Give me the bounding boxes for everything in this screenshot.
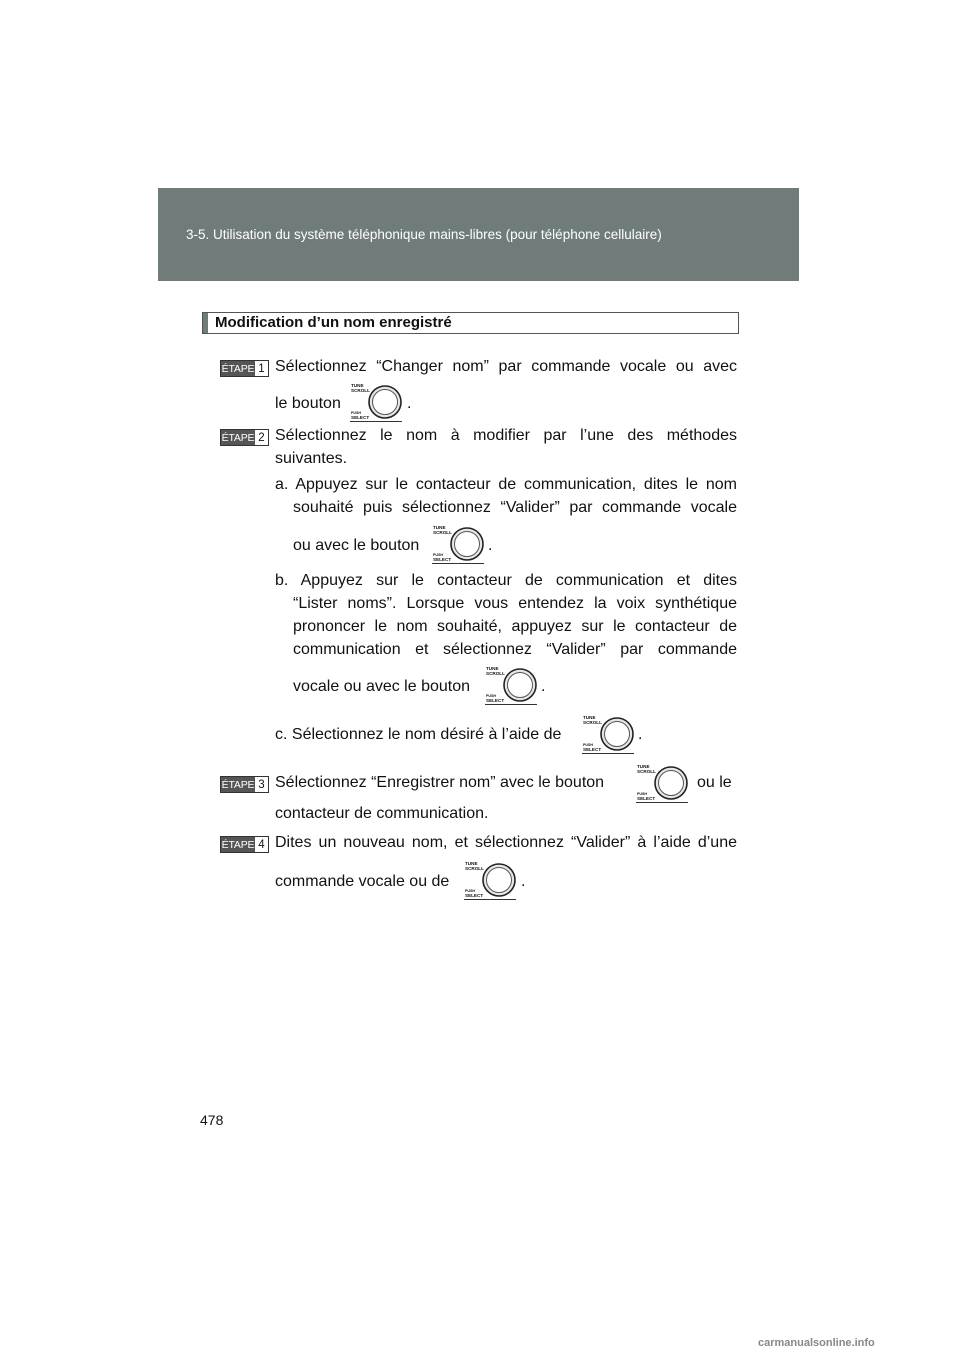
knob-svg: [485, 664, 537, 704]
step-3-line-2: contacteur de communication.: [275, 805, 489, 822]
step-2a-period: .: [488, 537, 493, 554]
step-2b-period: .: [541, 678, 546, 695]
tune-select-knob-icon: [636, 762, 688, 803]
step-2-line-1: Sélectionnez le nom à modifier par l’une des méthodes: [275, 427, 737, 444]
knob-label-bottom: PUSH: [465, 889, 475, 893]
knob-label-top2: SCROLL: [351, 388, 370, 393]
step-badge-label: ÉTAPE: [221, 838, 255, 851]
knob-label-top: TUNE: [486, 666, 499, 671]
step-1-line-2: le bouton: [275, 395, 341, 412]
watermark: carmanualsonline.info: [758, 1337, 875, 1349]
knob-label-bottom2: SELECT: [583, 747, 602, 752]
knob-inner: [659, 771, 684, 796]
knob-label-bottom: PUSH: [583, 743, 593, 747]
tune-select-knob-icon: [432, 523, 484, 564]
step-2a-line-3: ou avec le bouton: [293, 537, 420, 554]
step-2b-line-1: b. Appuyez sur le contacteur de communication et dites: [275, 572, 737, 589]
knob-svg: [582, 713, 634, 753]
knob-label-bottom: PUSH: [351, 411, 361, 415]
knob-label-bottom: PUSH: [486, 694, 496, 698]
knob-svg: [636, 762, 688, 802]
step-badge-number: 3: [258, 778, 265, 791]
step-3-line-1: Sélectionnez “Enregistrer nom” avec le bouton: [275, 774, 605, 791]
knob-inner: [373, 390, 398, 415]
step-3-line-1-end: ou le: [697, 774, 732, 791]
section-title: Modification d’un nom enregistré: [215, 314, 452, 331]
step-2b-line-3: prononcer le nom souhaité, appuyez sur le contacteur de: [293, 618, 737, 635]
section-title-box: [202, 312, 739, 334]
tune-select-knob-icon: [582, 713, 634, 754]
step-2c-period: .: [638, 726, 643, 743]
tune-select-knob-icon: [350, 381, 402, 422]
chapter-header: [158, 188, 799, 281]
knob-label-top2: SCROLL: [637, 769, 656, 774]
step-badge-number: 4: [258, 838, 265, 851]
tune-select-knob-icon: [464, 859, 516, 900]
tune-select-knob-icon: [485, 664, 537, 705]
step-2-line-2: suivantes.: [275, 450, 348, 467]
knob-svg: [432, 523, 484, 563]
knob-label-top2: SCROLL: [433, 530, 452, 535]
knob-label-top: TUNE: [465, 861, 478, 866]
knob-label-top2: SCROLL: [465, 866, 484, 871]
knob-label-top: TUNE: [351, 383, 364, 388]
step-badge-label: ÉTAPE: [221, 778, 255, 791]
step-2c-line-1: c. Sélectionnez le nom désiré à l’aide de: [275, 726, 562, 743]
step-2b-line-2: “Lister noms”. Lorsque vous entendez la voix synthétique: [293, 595, 737, 612]
knob-label-top: TUNE: [433, 525, 446, 530]
step-2b-line-5: vocale ou avec le bouton: [293, 678, 471, 695]
knob-label-top2: SCROLL: [486, 671, 505, 676]
knob-svg: [464, 859, 516, 899]
step-1-period: .: [407, 395, 412, 412]
step-2a-line-1: a. Appuyez sur le contacteur de communication, dites le nom: [275, 476, 737, 493]
knob-label-top2: SCROLL: [583, 720, 602, 725]
knob-label-bottom2: SELECT: [637, 796, 656, 801]
knob-label-bottom2: SELECT: [433, 557, 452, 562]
step-1-line-1: Sélectionnez “Changer nom” par commande vocale ou avec: [275, 358, 737, 375]
step-4-line-1: Dites un nouveau nom, et sélectionnez “Valider” à l’aide d’une: [275, 834, 737, 851]
page-number: 478: [200, 1112, 224, 1128]
knob-inner: [487, 868, 512, 893]
step-2a-line-2: souhaité puis sélectionnez “Valider” par commande vocale: [293, 499, 737, 516]
step-4-period: .: [521, 873, 526, 890]
step-badge-1: [220, 360, 269, 377]
knob-inner: [508, 673, 533, 698]
knob-label-bottom: PUSH: [433, 553, 443, 557]
step-badge-number: 2: [258, 431, 265, 444]
step-4-line-2: commande vocale ou de: [275, 873, 450, 890]
knob-label-top: TUNE: [583, 715, 596, 720]
step-badge-2: [220, 429, 269, 446]
section-title-bar: [203, 313, 208, 333]
step-2b-line-4: communication et sélectionnez “Valider” par commande: [293, 641, 737, 658]
step-badge-number: 1: [258, 362, 265, 375]
knob-inner: [455, 532, 480, 557]
knob-inner: [605, 722, 630, 747]
knob-label-bottom: PUSH: [637, 792, 647, 796]
step-badge-3: [220, 776, 269, 793]
knob-label-bottom2: SELECT: [351, 415, 370, 420]
step-badge-label: ÉTAPE: [221, 362, 255, 375]
knob-label-bottom2: SELECT: [465, 893, 484, 898]
chapter-title: 3-5. Utilisation du système téléphonique mains-libres (pour téléphone cellulaire): [186, 227, 662, 242]
knob-label-top: TUNE: [637, 764, 650, 769]
step-badge-label: ÉTAPE: [221, 431, 255, 444]
knob-svg: [350, 381, 402, 421]
step-badge-4: [220, 836, 269, 853]
knob-label-bottom2: SELECT: [486, 698, 505, 703]
